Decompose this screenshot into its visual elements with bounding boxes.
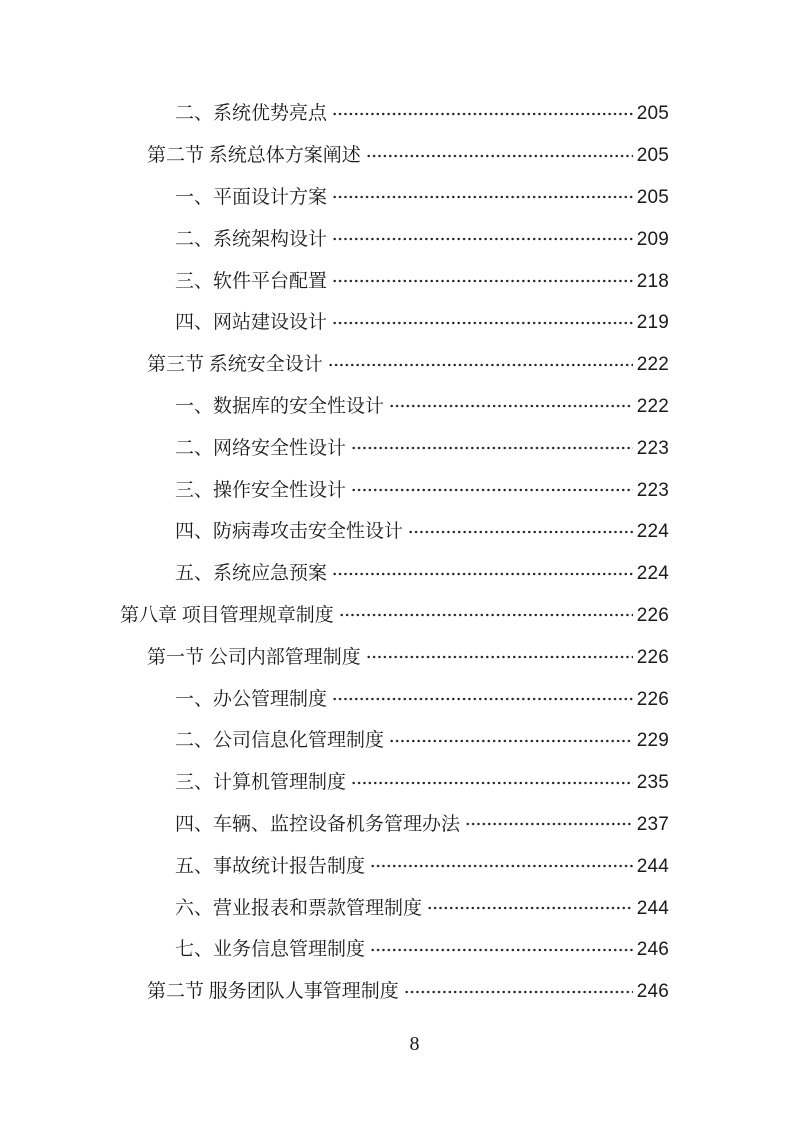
toc-entry[interactable] xyxy=(0,845,793,887)
toc-entry-label: 一、办公管理制度 xyxy=(175,688,328,710)
toc-entry-label: 六、营业报表和票款管理制度 xyxy=(175,897,423,919)
toc-entry-label: 第二节 系统总体方案阐述 xyxy=(147,145,361,167)
toc-entry[interactable] xyxy=(0,720,793,762)
dot-leader xyxy=(404,971,633,1013)
dot-leader xyxy=(370,929,633,971)
toc-entry-page-number: 218 xyxy=(636,270,669,292)
toc-entry[interactable] xyxy=(0,427,793,469)
toc-entry-page-number: 223 xyxy=(636,479,669,501)
toc-entry-page-number: 209 xyxy=(636,228,669,250)
toc-entry-label: 第三节 系统安全设计 xyxy=(147,354,323,376)
toc-entry-page-number: 226 xyxy=(636,688,669,710)
toc-entry[interactable] xyxy=(0,218,793,260)
dot-leader xyxy=(339,595,633,637)
toc-entry-label: 一、数据库的安全性设计 xyxy=(175,395,385,417)
toc-entry-label: 四、车辆、监控设备机务管理办法 xyxy=(175,813,461,835)
dot-leader xyxy=(351,762,633,804)
toc-entry-label: 二、系统架构设计 xyxy=(175,228,328,250)
toc-entry[interactable] xyxy=(0,302,793,344)
toc-entry[interactable] xyxy=(0,678,793,720)
dot-leader xyxy=(351,427,633,469)
dot-leader xyxy=(332,177,633,219)
toc-entry-page-number: 222 xyxy=(636,354,669,376)
dot-leader xyxy=(332,93,633,135)
toc-entry-label: 二、公司信息化管理制度 xyxy=(175,730,385,752)
toc-entry-page-number: 223 xyxy=(636,437,669,459)
dot-leader xyxy=(465,804,633,846)
toc-entry-page-number: 205 xyxy=(636,145,669,167)
toc-entry[interactable] xyxy=(0,929,793,971)
dot-leader xyxy=(332,260,633,302)
dot-leader xyxy=(427,887,633,929)
dot-leader xyxy=(370,845,633,887)
toc-entry[interactable] xyxy=(0,887,793,929)
toc-entry-page-number: 224 xyxy=(636,521,669,543)
toc-entry-page-number: 219 xyxy=(636,312,669,334)
toc-entry[interactable] xyxy=(0,553,793,595)
toc-entry-page-number: 222 xyxy=(636,395,669,417)
toc-entry-label: 第一节 公司内部管理制度 xyxy=(147,646,361,668)
toc-entry-label: 一、平面设计方案 xyxy=(175,186,328,208)
toc-entry[interactable] xyxy=(0,595,793,637)
toc-entry-page-number: 244 xyxy=(636,897,669,919)
toc-entry[interactable] xyxy=(0,804,793,846)
toc-entry-page-number: 246 xyxy=(636,939,669,961)
toc-entry-label: 第八章 项目管理规章制度 xyxy=(120,604,334,626)
toc-entry[interactable] xyxy=(0,971,793,1013)
toc-entry-label: 五、事故统计报告制度 xyxy=(175,855,366,877)
toc-entry[interactable] xyxy=(0,177,793,219)
toc-entry-page-number: 224 xyxy=(636,563,669,585)
toc-entry-label: 三、计算机管理制度 xyxy=(175,772,347,794)
toc-entry-label: 七、业务信息管理制度 xyxy=(175,939,366,961)
dot-leader xyxy=(389,720,633,762)
footer-page-number: 8 xyxy=(409,1032,420,1055)
dot-leader xyxy=(351,469,633,511)
dot-leader xyxy=(366,636,633,678)
dot-leader xyxy=(366,135,633,177)
dot-leader xyxy=(332,218,633,260)
toc-entry[interactable] xyxy=(0,344,793,386)
toc-entry[interactable] xyxy=(0,469,793,511)
toc-entry[interactable] xyxy=(0,93,793,135)
toc-entry[interactable] xyxy=(0,386,793,428)
toc-entry-page-number: 226 xyxy=(636,604,669,626)
dot-leader xyxy=(389,386,633,428)
toc-entry-page-number: 246 xyxy=(636,981,669,1003)
toc-entry-page-number: 226 xyxy=(636,646,669,668)
dot-leader xyxy=(332,302,633,344)
dot-leader xyxy=(332,553,633,595)
toc-entry[interactable] xyxy=(0,260,793,302)
toc-entry-page-number: 244 xyxy=(636,855,669,877)
toc-entry-label: 四、防病毒攻击安全性设计 xyxy=(175,521,404,543)
toc-entry-page-number: 235 xyxy=(636,772,669,794)
dot-leader xyxy=(408,511,633,553)
toc-entry-page-number: 205 xyxy=(636,103,669,125)
toc-entry-page-number: 229 xyxy=(636,730,669,752)
toc-entry-label: 五、系统应急预案 xyxy=(175,563,328,585)
toc-entry-label: 第二节 服务团队人事管理制度 xyxy=(147,981,399,1003)
toc-entry[interactable] xyxy=(0,636,793,678)
toc-entry-label: 四、网站建设设计 xyxy=(175,312,328,334)
toc-entry-label: 三、操作安全性设计 xyxy=(175,479,347,501)
toc-entry-label: 二、网络安全性设计 xyxy=(175,437,347,459)
toc-entry[interactable] xyxy=(0,511,793,553)
dot-leader xyxy=(332,678,633,720)
toc-entry[interactable] xyxy=(0,762,793,804)
dot-leader xyxy=(328,344,633,386)
toc-entry-label: 二、系统优势亮点 xyxy=(175,103,328,125)
toc-entry-page-number: 237 xyxy=(636,813,669,835)
page-footer xyxy=(0,1033,793,1056)
toc-entry-page-number: 205 xyxy=(636,186,669,208)
toc-entry[interactable] xyxy=(0,135,793,177)
toc-entry-label: 三、软件平台配置 xyxy=(175,270,328,292)
